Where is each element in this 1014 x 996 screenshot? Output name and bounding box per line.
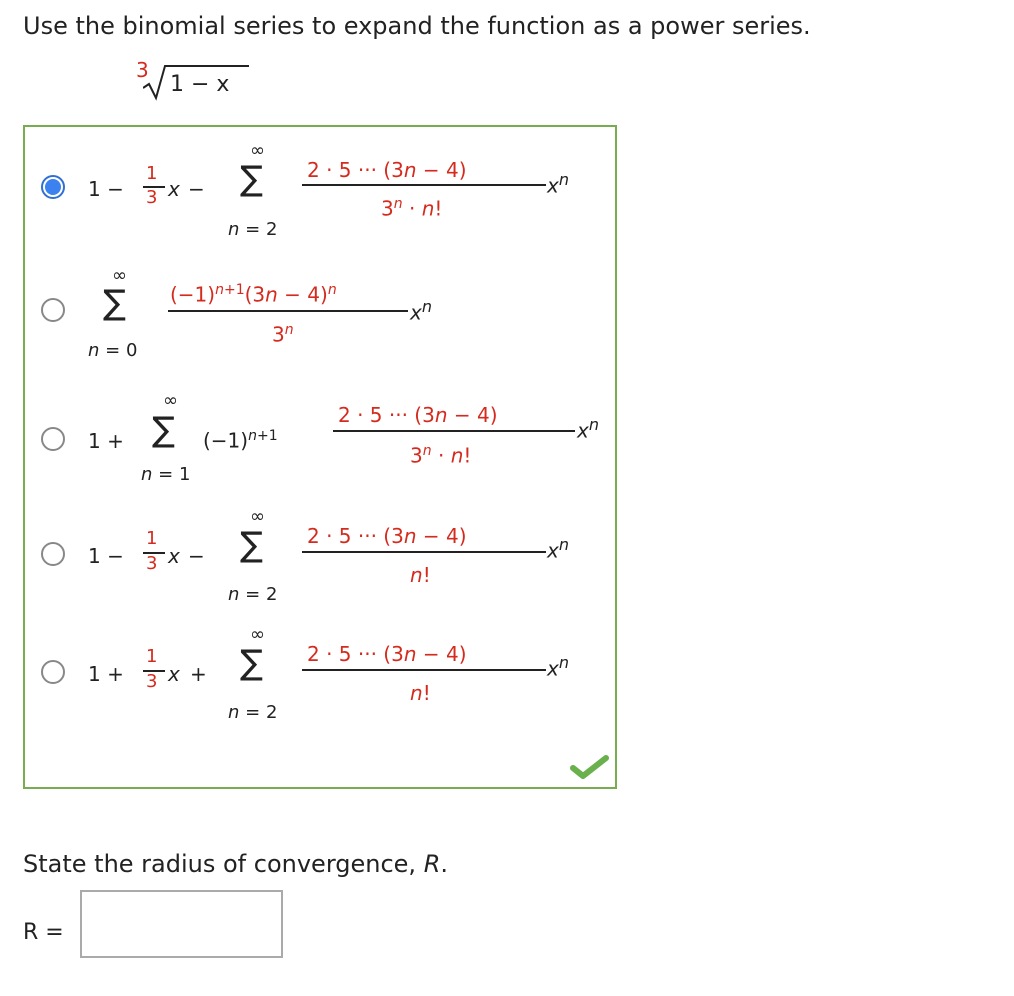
option-3-term: 1 + — [88, 429, 124, 453]
option-4-frac-den: 3 — [146, 553, 158, 574]
option-3-sign: $(-1)^{n+1}$ — [203, 428, 278, 453]
option-2-frac-bar — [168, 310, 408, 312]
option-1-minus: − — [188, 177, 205, 201]
option-4-minus: − — [188, 544, 205, 568]
option-1-sum-lower: n = 2 — [228, 219, 278, 240]
option-2-xn: $x^n$ — [410, 297, 432, 325]
radius-input[interactable] — [80, 890, 283, 958]
option-5-frac-den: 3 — [146, 671, 158, 692]
option-1-frac-num: 1 — [146, 163, 158, 184]
option-4-x: x — [168, 544, 180, 568]
radius-prompt-text: State the radius of convergence, — [23, 850, 424, 878]
option-3-denominator: $3^n \cdot n$! — [410, 443, 472, 468]
radius-prompt — [23, 850, 448, 878]
option-4-term: 1 − — [88, 544, 124, 568]
option-5-plus: + — [190, 662, 207, 686]
option-1-numerator: 2 · 5 ··· (3n − 4) — [307, 158, 467, 182]
option-1-frac-bar-main — [302, 184, 546, 186]
option-4-sum-upper: ∞ — [250, 506, 265, 527]
option-4-denominator: n! — [410, 563, 431, 587]
root-index: 3 — [136, 58, 149, 82]
option-5-frac-bar-main — [302, 669, 546, 671]
option-3-sigma: ∑ — [152, 410, 175, 450]
option-1-denominator: $3^n \cdot n$! — [381, 196, 443, 221]
option-4-sigma: ∑ — [240, 525, 263, 565]
option-4-numerator: 2 · 5 ··· (3n − 4) — [307, 524, 467, 548]
option-1-xn: $x^n$ — [547, 170, 569, 198]
option-1-frac-den: 3 — [146, 187, 158, 208]
radio-option-1[interactable] — [41, 175, 65, 199]
options-box — [23, 125, 617, 789]
radius-prompt-end: . — [440, 850, 449, 878]
option-1-x: x — [168, 177, 180, 201]
option-2-denominator: 3$^n$ — [272, 322, 294, 347]
option-2-sum-upper: ∞ — [112, 265, 127, 286]
radio-option-5[interactable] — [41, 660, 65, 684]
option-5-sum-upper: ∞ — [250, 624, 265, 645]
option-3-xn: $x^n$ — [577, 415, 599, 443]
option-1-sigma: ∑ — [240, 159, 263, 199]
checkmark-icon — [570, 754, 610, 780]
radicand: 1 − x — [170, 72, 230, 97]
option-4-xn: $x^n$ — [547, 535, 569, 563]
option-2-numerator: $(-1)^{n+1}(3n - 4)^n$ — [170, 282, 337, 307]
radius-prompt-var: R — [423, 850, 441, 878]
option-4-frac-num: 1 — [146, 528, 158, 549]
option-2-sigma: ∑ — [103, 283, 126, 323]
radio-option-4[interactable] — [41, 542, 65, 566]
option-5-term: 1 + — [88, 662, 124, 686]
option-4-frac-bar-main — [302, 551, 546, 553]
option-3-sum-lower: n = 1 — [141, 464, 191, 485]
option-3-frac-bar — [333, 430, 575, 432]
option-5-x: x — [168, 662, 180, 686]
option-5-frac-num: 1 — [146, 646, 158, 667]
option-5-xn: $x^n$ — [547, 653, 569, 681]
radio-option-3[interactable] — [41, 427, 65, 451]
option-5-denominator: n! — [410, 681, 431, 705]
option-1-sum-upper: ∞ — [250, 140, 265, 161]
option-3-numerator: 2 · 5 ··· (3n − 4) — [338, 403, 498, 427]
radio-option-2[interactable] — [41, 298, 65, 322]
option-2-sum-lower: n = 0 — [88, 340, 138, 361]
option-1-term: 1 − — [88, 177, 124, 201]
option-5-sum-lower: n = 2 — [228, 702, 278, 723]
radius-label: R = — [23, 920, 64, 945]
option-4-sum-lower: n = 2 — [228, 584, 278, 605]
option-3-sum-upper: ∞ — [163, 390, 178, 411]
question-instruction: Use the binomial series to expand the function as a power series. — [23, 12, 811, 40]
option-5-numerator: 2 · 5 ··· (3n − 4) — [307, 642, 467, 666]
option-5-sigma: ∑ — [240, 643, 263, 683]
